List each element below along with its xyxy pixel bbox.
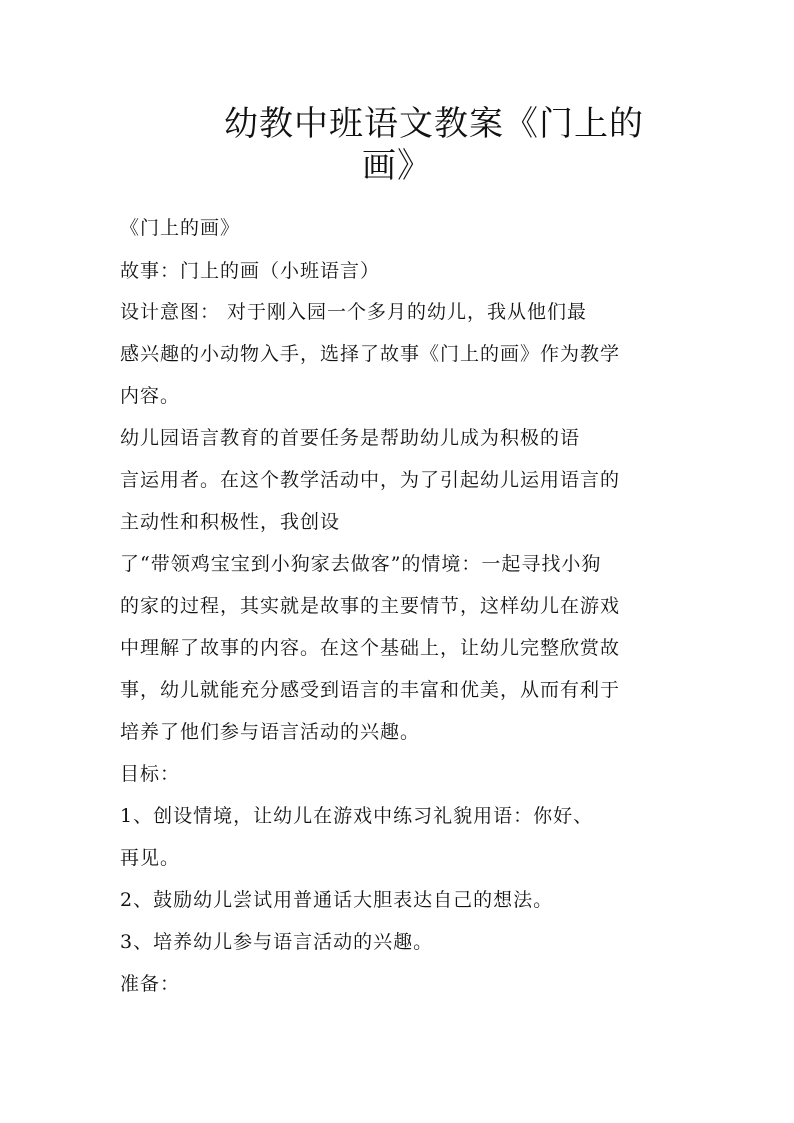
body-line: 幼儿园语言教育的首要任务是帮助幼儿成为积极的语 [120, 427, 581, 449]
body-line: 培养了他们参与语言活动的兴趣。 [120, 721, 421, 743]
body-line: 感兴趣的小动物入手，选择了故事《门上的画》作为教学 [120, 343, 621, 365]
body-line: 的家的过程，其实就是故事的主要情节，这样幼儿在游戏 [120, 595, 621, 617]
body-line: 中理解了故事的内容。在这个基础上，让幼儿完整欣赏故 [120, 637, 621, 659]
body-line: 再见。 [120, 847, 181, 869]
body-line: 《门上的画》 [120, 217, 241, 239]
body-line: 故事：门上的画（小班语言） [120, 260, 381, 282]
body-line: 内容。 [120, 385, 181, 407]
body-line: 了“带领鸡宝宝到小狗家去做客”的情境：一起寻找小狗 [120, 553, 602, 575]
body-line: 准备： [120, 973, 181, 995]
body-line: 事，幼儿就能充分感受到语言的丰富和优美，从而有利于 [120, 679, 621, 701]
body-line: 2、鼓励幼儿尝试用普通话大胆表达自己的想法。 [120, 889, 554, 911]
body-line: 1、创设情境，让幼儿在游戏中练习礼貌用语：你好、 [120, 805, 594, 827]
body-line: 目标： [120, 763, 181, 785]
body-line: 3、培养幼儿参与语言活动的兴趣。 [120, 931, 434, 953]
document-title-line-2: 画》 [362, 146, 432, 186]
body-line: 主动性和积极性，我创设 [120, 511, 341, 533]
document-title-line-1: 幼教中班语文教案《门上的 [224, 104, 644, 144]
body-line: 言运用者。在这个教学活动中，为了引起幼儿运用语言的 [120, 469, 621, 491]
body-line: 设计意图： 对于刚入园一个多月的幼儿，我从他们最 [120, 301, 588, 323]
